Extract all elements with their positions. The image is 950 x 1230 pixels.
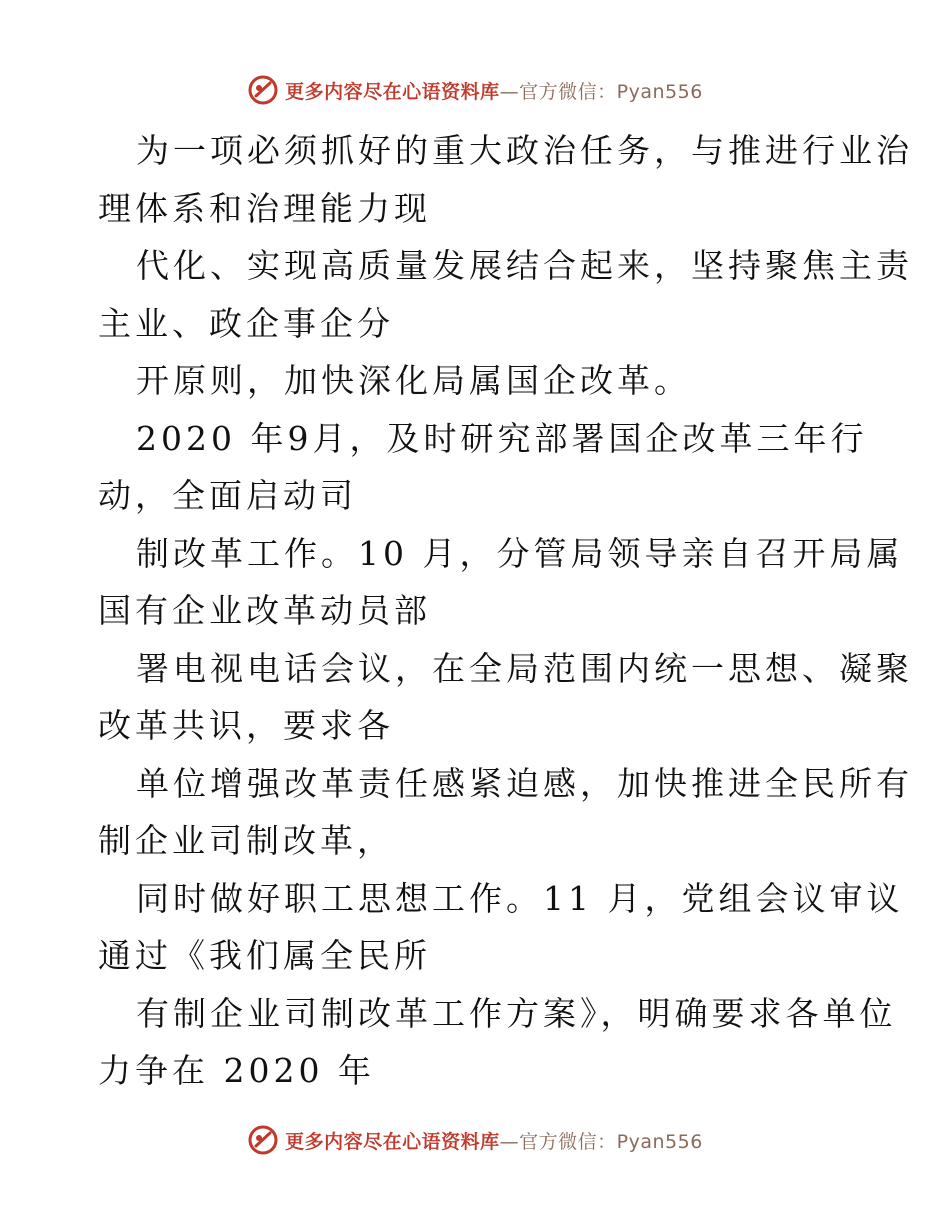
body-line: 单位增强改革责任感紧迫感，加快推进全民所有 <box>136 763 913 803</box>
body-line: 署电视电话会议，在全局范围内统一思想、凝聚 <box>136 648 913 688</box>
body-line: 制改革工作。10 月，分管局领导亲自召开局属 <box>136 533 904 573</box>
body-line: 主业、政企事企分 <box>98 303 394 343</box>
footer-banner-text <box>285 1127 703 1154</box>
header-wechat-text: —官方微信：Pyan556 <box>499 80 703 103</box>
body-line: 制企业司制改革， <box>98 821 394 860</box>
body-line: 同时做好职工思想工作。11 月，党组会议审议 <box>136 878 904 918</box>
body-line: 代化、实现高质量发展结合起来，坚持聚焦主责 <box>136 246 913 285</box>
logo-icon <box>247 1124 279 1156</box>
body-line: 通过《我们属全民所 <box>98 936 431 975</box>
header-brand-text: 更多内容尽在心语资料库 <box>285 80 500 103</box>
body-line: 有制企业司制改革工作方案》，明确要求各单位 <box>136 993 897 1033</box>
body-line: 为一项必须抓好的重大政治任务，与推进行业治 <box>136 131 913 170</box>
body-line: 改革共识，要求各 <box>98 706 394 745</box>
footer-brand-text: 更多内容尽在心语资料库 <box>285 1130 500 1153</box>
body-line: 理体系和治理能力现 <box>98 188 431 228</box>
document-body <box>98 122 913 1100</box>
logo-icon <box>247 74 279 106</box>
body-line: 力争在 2020 年 <box>98 1051 375 1090</box>
body-line: 2020 年9月，及时研究部署国企改革三年行 <box>136 418 868 458</box>
footer-wechat-text: —官方微信：Pyan556 <box>499 1130 703 1153</box>
header-banner <box>0 70 950 110</box>
body-line: 国有企业改革动员部 <box>98 591 431 630</box>
header-banner-text <box>285 77 703 104</box>
body-line: 动，全面启动司 <box>98 476 357 515</box>
body-line: 开原则，加快深化局属国企改革。 <box>136 361 691 400</box>
footer-banner <box>0 1120 950 1160</box>
